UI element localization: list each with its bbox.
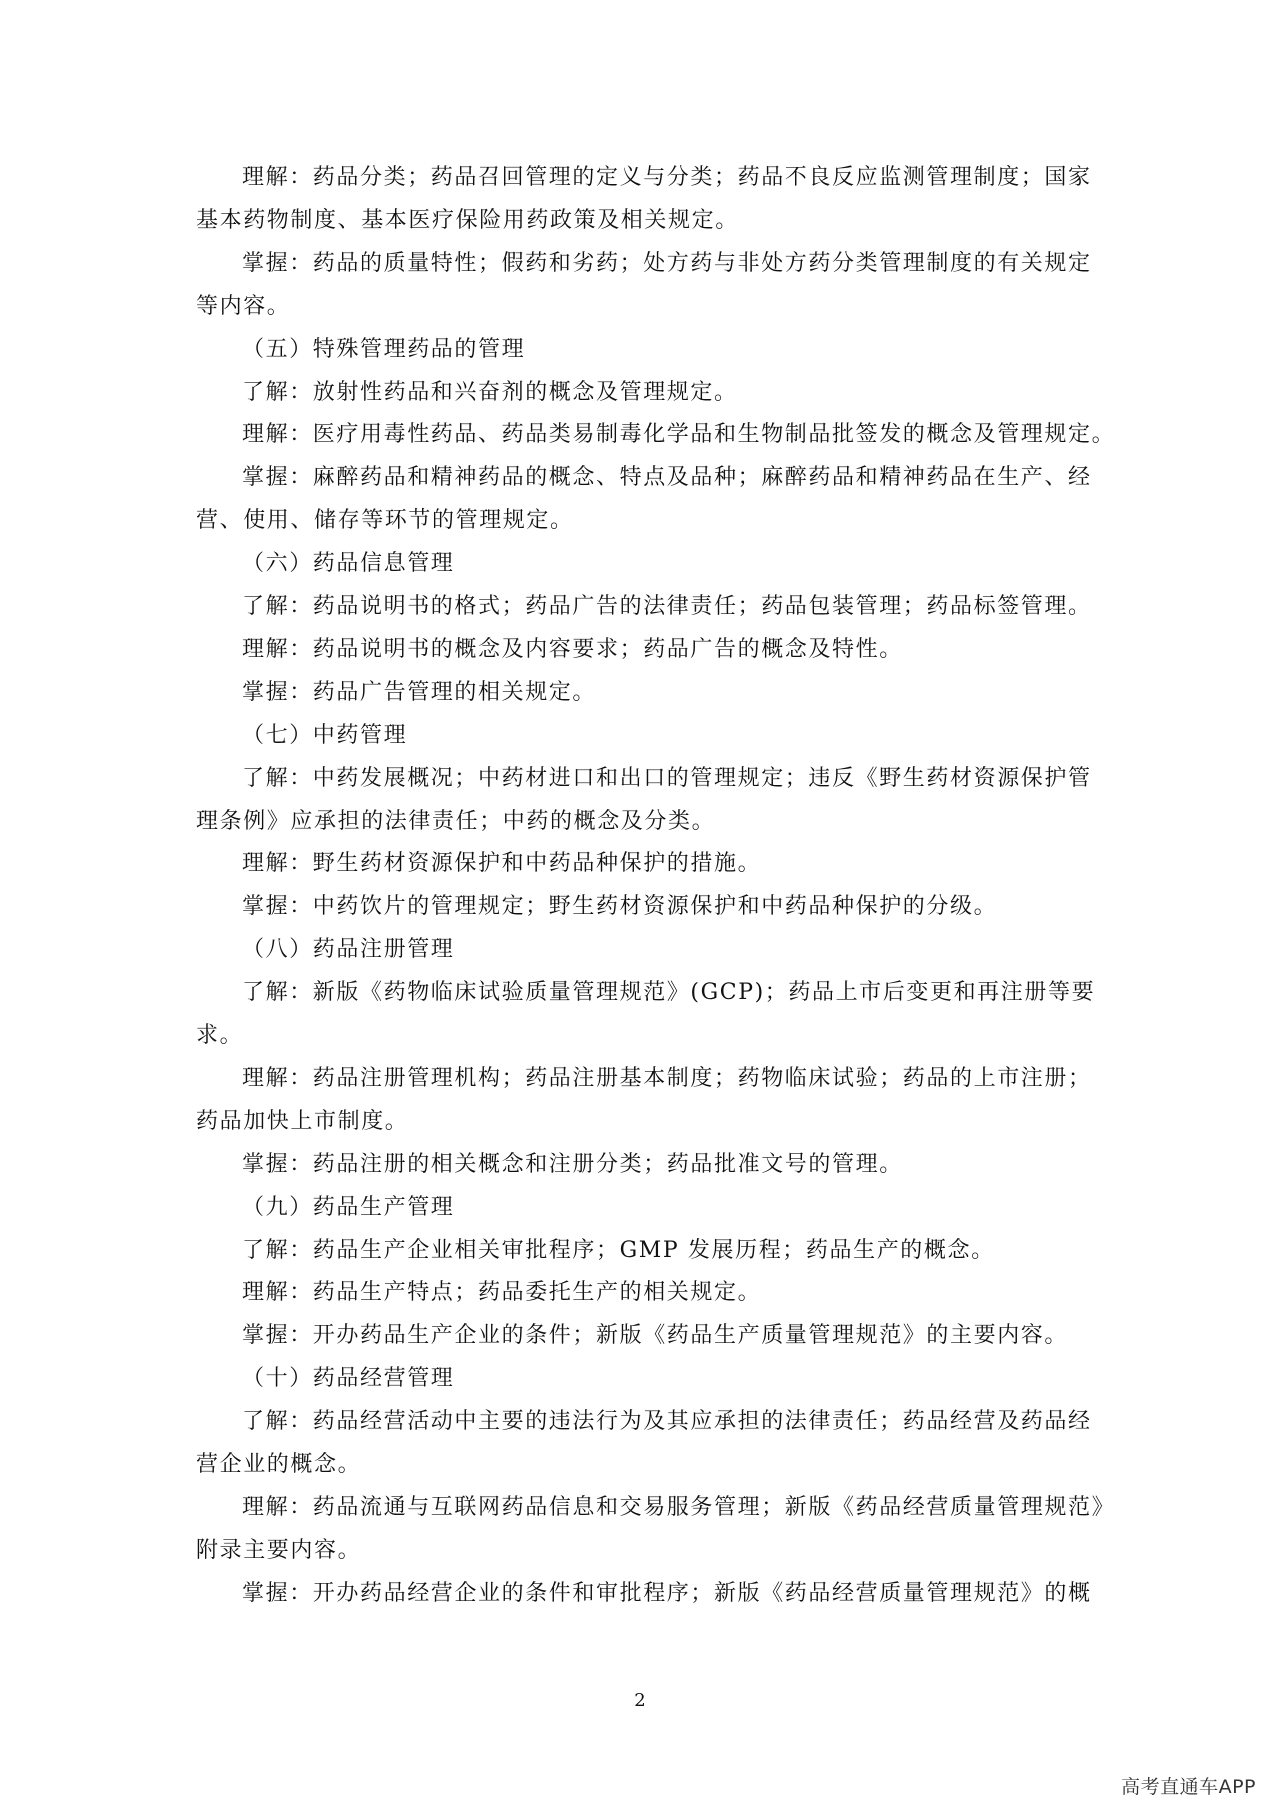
text-line: 了解：新版《药物临床试验质量管理规范》(GCP)；药品上市后变更和再注册等要 [242,980,1096,1006]
text-line: 药品加快上市制度。 [196,1108,409,1134]
text-line: 掌握：麻醉药品和精神药品的概念、特点及品种；麻醉药品和精神药品在生产、经 [242,465,1092,491]
text-line: 理解：医疗用毒性药品、药品类易制毒化学品和生物制品批签发的概念及管理规定。 [242,422,1116,448]
text-line: 了解：药品经营活动中主要的违法行为及其应承担的法律责任；药品经营及药品经 [242,1409,1092,1435]
text-line: 理条例》应承担的法律责任；中药的概念及分类。 [196,808,716,834]
text-line: 理解：药品流通与互联网药品信息和交易服务管理；新版《药品经营质量管理规范》 [242,1494,1116,1520]
text-line: 掌握：药品广告管理的相关规定。 [242,679,597,705]
text-line: 了解：药品生产企业相关审批程序；GMP 发展历程；药品生产的概念。 [242,1237,995,1263]
text-line: 附录主要内容。 [196,1537,362,1563]
text-line: 理解：药品生产特点；药品委托生产的相关规定。 [242,1280,762,1306]
watermark-text: 高考直通车APP [1121,1776,1256,1798]
text-line: 基本药物制度、基本医疗保险用药政策及相关规定。 [196,207,739,233]
text-line: 掌握：药品注册的相关概念和注册分类；药品批准文号的管理。 [242,1151,903,1177]
text-line: （九）药品生产管理 [242,1194,455,1220]
text-line: 营、使用、储存等环节的管理规定。 [196,508,574,534]
text-line: 求。 [196,1023,244,1048]
text-line: 理解：药品注册管理机构；药品注册基本制度；药物临床试验；药品的上市注册； [242,1065,1092,1091]
text-line: 掌握：药品的质量特性；假药和劣药；处方药与非处方药分类管理制度的有关规定 [242,250,1092,276]
text-line: 理解：药品说明书的概念及内容要求；药品广告的概念及特性。 [242,636,903,662]
text-line: 掌握：开办药品生产企业的条件；新版《药品生产质量管理规范》的主要内容。 [242,1323,1069,1349]
text-line: 等内容。 [196,293,291,319]
text-line: 理解：野生药材资源保护和中药品种保护的措施。 [242,851,762,877]
text-line: 掌握：中药饮片的管理规定；野生药材资源保护和中药品种保护的分级。 [242,894,998,920]
text-line: （七）中药管理 [242,722,408,748]
text-line: 掌握：开办药品经营企业的条件和审批程序；新版《药品经营质量管理规范》的概 [242,1580,1092,1606]
text-line: （十）药品经营管理 [242,1366,455,1392]
text-line: （六）药品信息管理 [242,551,455,577]
text-line: 理解：药品分类；药品召回管理的定义与分类；药品不良反应监测管理制度；国家 [242,165,1092,190]
text-line: 了解：药品说明书的格式；药品广告的法律责任；药品包装管理；药品标签管理。 [242,594,1092,619]
text-line: 了解：放射性药品和兴奋剂的概念及管理规定。 [242,379,738,405]
text-line: （八）药品注册管理 [242,937,455,963]
page-number: 2 [634,1690,646,1711]
text-line: 了解：中药发展概况；中药材进口和出口的管理规定；违反《野生药材资源保护管 [242,765,1092,791]
text-line: （五）特殊管理药品的管理 [242,336,526,362]
text-line: 营企业的概念。 [196,1452,362,1477]
